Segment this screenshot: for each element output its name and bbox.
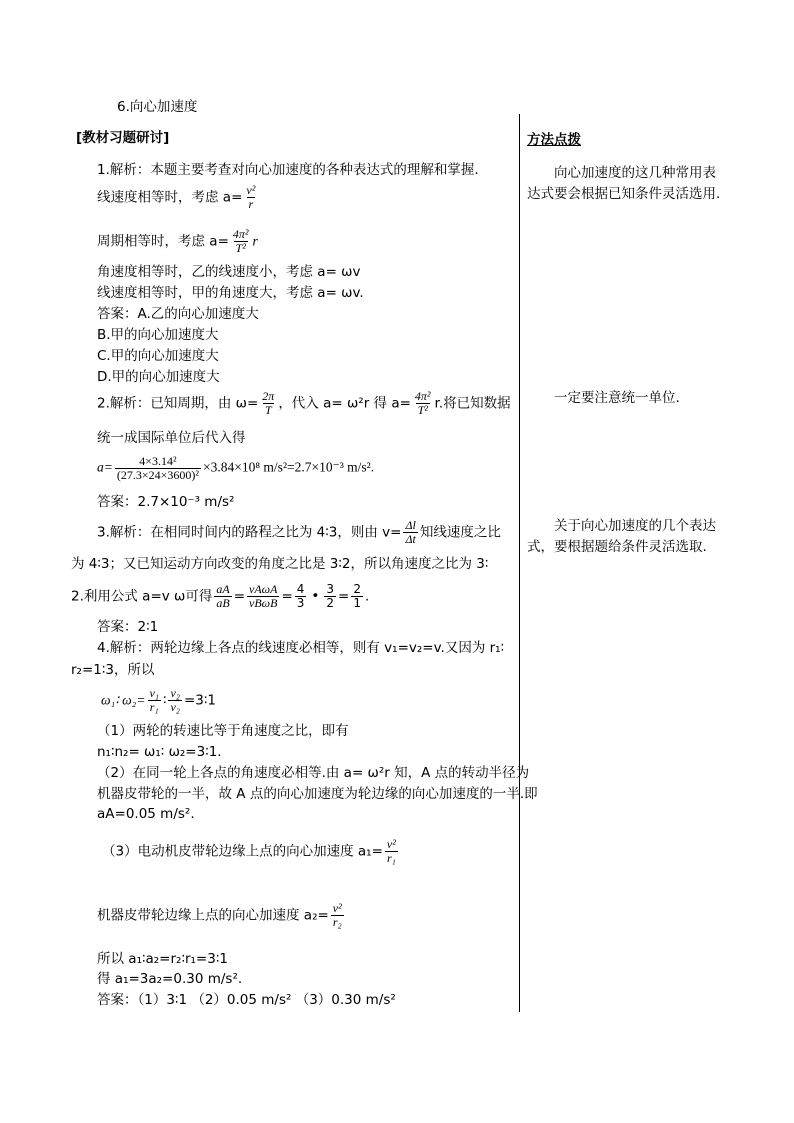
fraction-v2-over-r: $\frac{\text{v²}}{r}$ xyxy=(246,183,256,211)
method-tips-heading: 方法点拨 xyxy=(527,132,581,148)
p1-line3: 周期相等时，考虑 a= $\frac{\text{4π²}}{\text{T²}}$ r xyxy=(97,227,258,255)
fraction-aA-over-aB: $\frac{aA}{aB}$ xyxy=(216,582,230,610)
p1-answer-b: B.甲的向心加速度大 xyxy=(97,327,219,343)
fraction-2pi-over-T: $\frac{2\pi}{T}$ xyxy=(262,389,275,417)
p4-line1: 4.解析：两轮边缘上各点的线速度必相等，则有 v₁=v₂=v.又因为 r₁∶ xyxy=(97,640,505,656)
fraction-v2-over-r2: $\frac{\text{v²}}{\text{r₂}}$ xyxy=(332,901,342,929)
method-note-3: 关于向心加速度的几个表达式，要根据题给条件灵活选取. xyxy=(527,518,716,555)
fraction-3-over-2: $\frac{3}{2}$ xyxy=(326,582,335,610)
fraction-4pi2-over-T2: $\frac{\text{4π²}}{\text{T²}}$ xyxy=(232,227,249,255)
fraction-dl-over-dt: $\frac{\Delta l}{\Delta t}$ xyxy=(405,518,416,546)
fraction-4-over-3: $\frac{4}{3}$ xyxy=(296,582,305,610)
p1-answer-a: 答案：A.乙的向心加速度大 xyxy=(97,306,259,322)
p1-answer-c: C.甲的向心加速度大 xyxy=(97,348,219,364)
column-divider xyxy=(519,114,520,1012)
p1-answer-d: D.甲的向心加速度大 xyxy=(97,369,220,385)
fraction-4pi2-over-T2-b: $\frac{\text{4π²}}{\text{T²}}$ xyxy=(414,389,431,417)
p4-line12: 得 a₁=3a₂=0.30 m/s². xyxy=(97,971,243,987)
p4-line4: （1）两轮的转速比等于角速度之比，即有 xyxy=(97,723,349,739)
fraction-orbit-calc: $\frac{\text{4×3.14²}}{\text{(27.3×24×3600)²}}$ xyxy=(116,454,199,482)
p4-line11: 所以 a₁∶a₂=r₂∶r₁=3∶1 xyxy=(97,951,228,967)
p1-line1: 1.解析：本题主要考查对向心加速度的各种表达式的理解和掌握. xyxy=(97,162,479,178)
p4-line3: ω₁∶ ω₂= $\frac{\text{v₁}}{\text{r₁}}$ ∶ $\frac{\text{v₂}}{\text{v₂}}$ =3∶1 xyxy=(101,686,216,714)
p3-line1: 3.解析：在相同时间内的路程之比为 4∶3，则由 v= $\frac{\Delta l}{\Delta t}$ 知线速度之比 xyxy=(97,518,501,546)
exercise-heading: [教材习题研讨] xyxy=(76,130,170,146)
p1-line4: 角速度相等时，乙的线速度小，考虑 a= ωv xyxy=(97,264,361,280)
p2-answer: 答案：2.7×10⁻³ m/s² xyxy=(97,494,235,510)
fraction-v2-over-v2: $\frac{\text{v₂}}{\text{v₂}}$ xyxy=(170,686,180,714)
p4-line5: n₁∶n₂= ω₁∶ ω₂=3∶1. xyxy=(97,744,222,760)
p1-line2 xyxy=(97,184,259,211)
p4-line8: aA=0.05 m/s². xyxy=(97,806,195,822)
p1-line3-text: 周期相等时，考虑 a= xyxy=(97,233,229,250)
p3-line2: 为 4∶3；又已知运动方向改变的角度之比是 3∶2，所以角速度之比为 3∶ xyxy=(71,556,489,572)
p2-line2: 统一成国际单位后代入得 xyxy=(97,430,246,446)
fraction-v1-over-r1: $\frac{\text{v₁}}{\text{r₁}}$ xyxy=(149,686,159,714)
method-note-1: 向心加速度的这几种常用表达式要会根据已知条件灵活选用. xyxy=(527,165,721,202)
method-note-2: 一定要注意统一单位. xyxy=(554,390,680,406)
p3-line3: 2.利用公式 a=v ω可得 $\frac{aA}{aB}$ = $\frac{\text{vAωA}}{\text{vBωB}}$ = $\frac{4}{3}$ • $\frac{3}{2}$ = $\frac{2}{1}$ . xyxy=(71,582,370,610)
p4-answer: 答案：（1）3∶1 （2）0.05 m/s² （3）0.30 m/s² xyxy=(97,992,396,1008)
p4-line10: 机器皮带轮边缘上点的向心加速度 a₂= $\frac{\text{v²}}{\text{r₂}}$ xyxy=(97,901,342,929)
fraction-v2-over-r1: $\frac{\text{v²}}{\text{r₁}}$ xyxy=(386,837,396,865)
p4-line9: （3）电动机皮带轮边缘上点的向心加速度 a₁= $\frac{\text{v²}}{\text{r₁}}$ xyxy=(102,837,396,865)
p4-line2: r₂=1∶3，所以 xyxy=(71,662,155,678)
p3-answer: 答案：2∶1 xyxy=(97,619,159,635)
p1-line2-text: 线速度相等时，考虑 a= xyxy=(97,189,243,206)
p4-line7: 机器皮带轮的一半，故 A 点的向心加速度为轮边缘的向心加速度的一半.即 xyxy=(97,786,538,802)
p2-line1: 2.解析：已知周期，由 ω= $\frac{2\pi}{T}$ ，代入 a= ω²r 得 a= $\frac{\text{4π²}}{\text{T²}}$ r.将已知数据 xyxy=(97,389,511,417)
p1-line5: 线速度相等时，甲的角速度大，考虑 a= ωv. xyxy=(97,285,364,301)
section-title: 6.向心加速度 xyxy=(117,99,198,115)
p2-line3: a= $\frac{\text{4×3.14²}}{\text{(27.3×24×3600)²}}$ ×3.84×10⁸ m/s²=2.7×10⁻³ m/s². xyxy=(97,454,375,482)
fraction-2-over-1: $\frac{2}{1}$ xyxy=(353,582,361,610)
fraction-vAwA-over-vBwB: $\frac{\text{vAωA}}{\text{vBωB}}$ xyxy=(249,582,278,610)
p4-line6: （2）在同一轮上各点的角速度必相等.由 a= ω²r 知，A 点的转动半径为 xyxy=(97,765,530,781)
